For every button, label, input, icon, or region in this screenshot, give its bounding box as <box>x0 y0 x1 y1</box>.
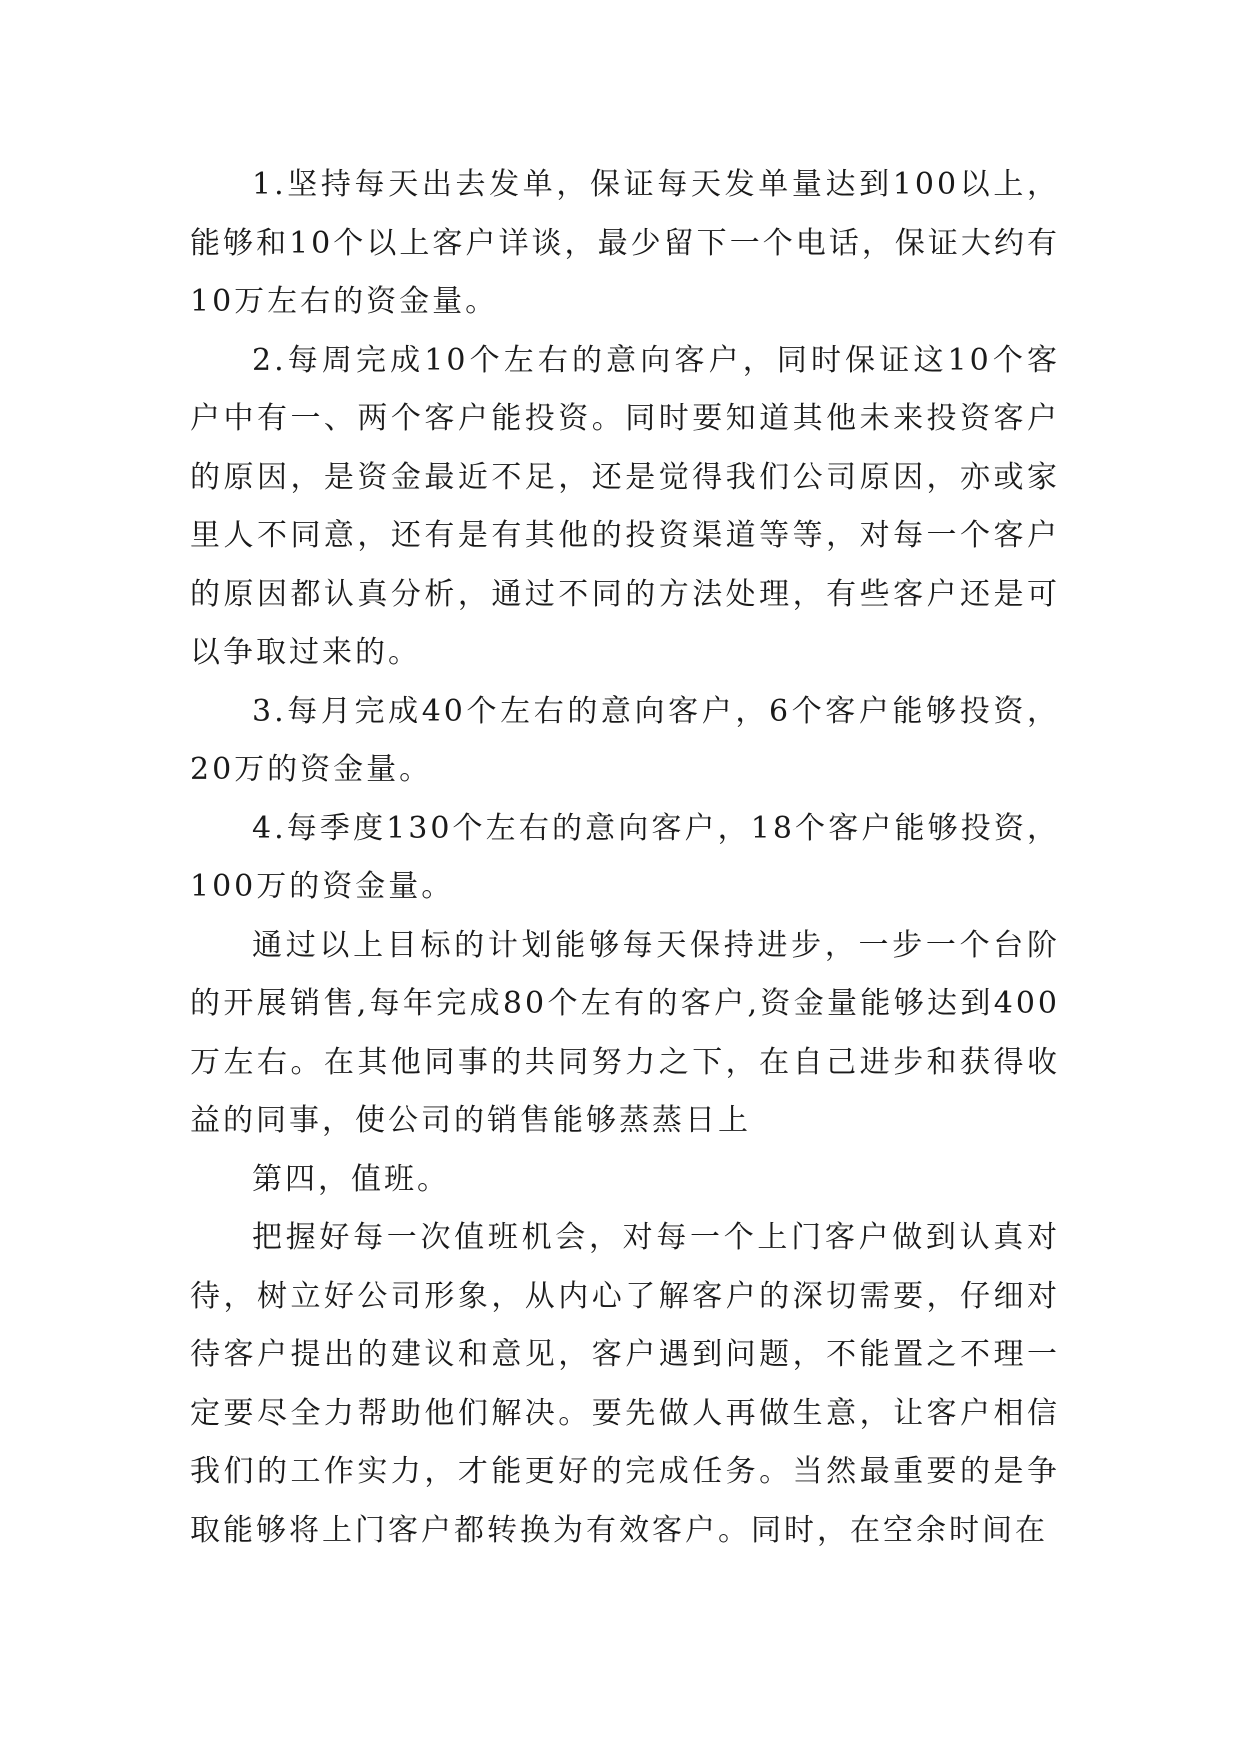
paragraph-duty: 把握好每一次值班机会，对每一个上门客户做到认真对待，树立好公司形象，从内心了解客户的深切需要，仔细对待客户提出的建议和意见，客户遇到问题，不能置之不理一定要尽全力帮助他们解决。要先做人再做生意，让客户相信我们的工作实力，才能更好的完成任务。当然最重要的是争取能够将上门客户都转换为有效客户。同时，在空余时间在 <box>190 1220 1060 1548</box>
paragraph-goal-weekly: 2.每周完成10个左右的意向客户，同时保证这10个客户中有一、两个客户能投资。同时要知道其他未来投资客户的原因，是资金最近不足，还是觉得我们公司原因，亦或家里人不同意，还有是有其他的投资渠道等等，对每一个客户的原因都认真分析，通过不同的方法处理，有些客户还是可以争取过来的。 <box>190 342 1060 670</box>
paragraph-goal-daily: 1.坚持每天出去发单，保证每天发单量达到100以上，能够和10个以上客户详谈，最少留下一个电话，保证大约有10万左右的资金量。 <box>190 167 1060 319</box>
paragraph-summary: 通过以上目标的计划能够每天保持进步，一步一个台阶的开展销售,每年完成80个左有的客户,资金量能够达到400万左右。在其他同事的共同努力之下，在自己进步和获得收益的同事，使公司的销售能够蒸蒸日上 <box>190 927 1060 1138</box>
document-body <box>190 156 1060 1560</box>
paragraph-goal-quarterly: 4.每季度130个左右的意向客户，18个客户能够投资，100万的资金量。 <box>190 810 1060 904</box>
paragraph-goal-monthly: 3.每月完成40个左右的意向客户，6个客户能够投资，20万的资金量。 <box>190 693 1060 787</box>
section-heading-duty: 第四，值班。 <box>252 1161 450 1197</box>
